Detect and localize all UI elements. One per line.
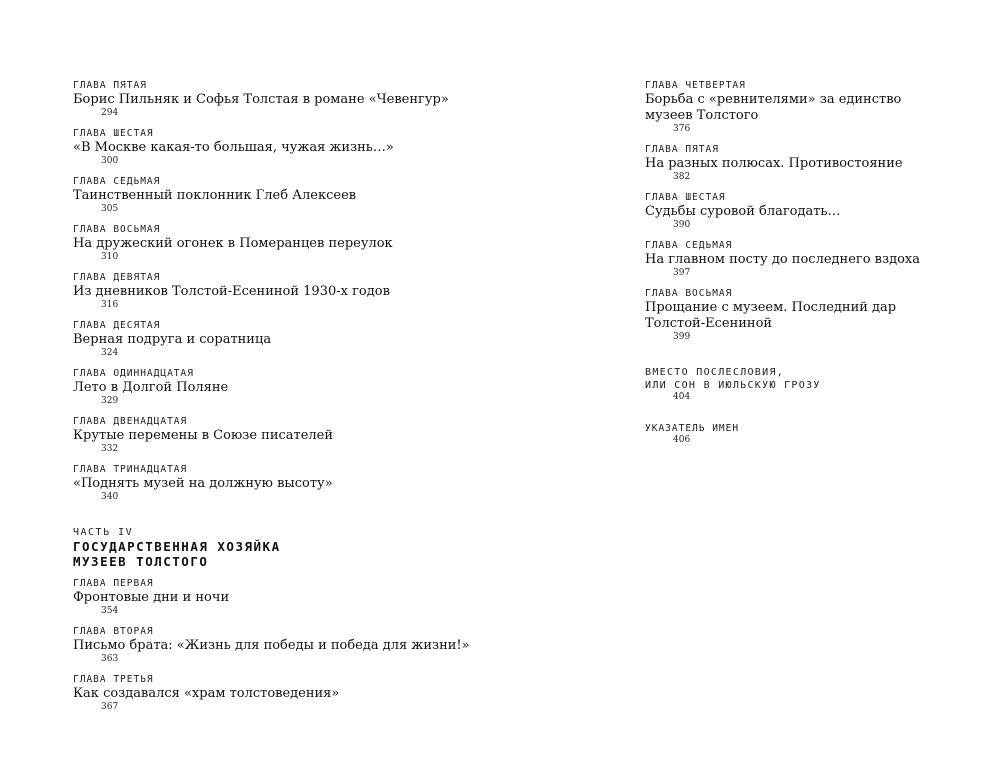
- chapter-title: Крутые перемены в Союзе писателей: [73, 428, 334, 443]
- page-number: 399: [673, 332, 691, 342]
- toc-entry: [73, 416, 493, 455]
- chapter-label: ГЛАВА СЕДЬМАЯ: [73, 176, 161, 187]
- chapter-title: На разных полюсах. Противостояние: [645, 156, 903, 171]
- toc-entry: [73, 674, 493, 713]
- page-number: 316: [101, 300, 119, 310]
- chapter-label: ГЛАВА ПЯТАЯ: [645, 144, 719, 155]
- toc-entry: [645, 240, 945, 279]
- chapter-label: ГЛАВА ПЕРВАЯ: [73, 578, 154, 589]
- toc-entry: [73, 464, 493, 503]
- page-number: 390: [673, 220, 691, 230]
- page-number: 340: [101, 492, 119, 502]
- part-heading: [73, 526, 493, 569]
- chapter-title: Верная подруга и соратница: [73, 332, 272, 347]
- page-number: 332: [101, 444, 119, 454]
- chapter-label: ГЛАВА ВОСЬМАЯ: [73, 224, 161, 235]
- toc-entry: [73, 224, 493, 263]
- toc-entry: [645, 80, 945, 135]
- chapter-label: ГЛАВА ШЕСТАЯ: [645, 192, 726, 203]
- page-number: 305: [101, 204, 119, 214]
- page-number: 363: [101, 654, 119, 664]
- right-page: [645, 80, 945, 455]
- left-page: [73, 80, 493, 722]
- chapter-title: Борис Пильняк и Софья Толстая в романе «Чевенгур»: [73, 92, 449, 107]
- toc-entry: [73, 368, 493, 407]
- chapter-title: Письмо брата: «Жизнь для победы и победа для жизни!»: [73, 638, 470, 653]
- chapter-title: «Поднять музей на должную высоту»: [73, 476, 333, 491]
- toc-entry: [73, 320, 493, 359]
- page-number: 376: [673, 124, 691, 134]
- chapter-label: ГЛАВА ТРИНАДЦАТАЯ: [73, 464, 188, 475]
- page-number: 294: [101, 108, 119, 118]
- page-number: 382: [673, 172, 691, 182]
- chapter-label: ГЛАВА ВОСЬМАЯ: [645, 288, 733, 299]
- toc-entry: [645, 144, 945, 183]
- chapter-label: ГЛАВА ВТОРАЯ: [73, 626, 154, 637]
- page-number: 367: [101, 702, 119, 712]
- chapter-label: ГЛАВА СЕДЬМАЯ: [645, 240, 733, 251]
- toc-entry: [73, 176, 493, 215]
- toc-entry: [73, 272, 493, 311]
- afterword-label-line-2: ИЛИ СОН В ИЮЛЬСКУЮ ГРОЗУ: [645, 380, 821, 391]
- chapter-label: ГЛАВА ЧЕТВЕРТАЯ: [645, 80, 746, 91]
- chapter-title: На дружеский огонек в Померанцев переулок: [73, 236, 393, 251]
- chapter-title: Борьба с «ревнителями» за единство музеев Толстого: [645, 92, 902, 123]
- chapter-label: ГЛАВА ОДИННАДЦАТАЯ: [73, 368, 194, 379]
- part-label: ЧАСТЬ IV: [73, 527, 134, 538]
- chapter-title: Таинственный поклонник Глеб Алексеев: [73, 188, 357, 203]
- chapter-title: «В Москве какая-то большая, чужая жизнь…»: [73, 140, 394, 155]
- chapter-label: ГЛАВА ДЕВЯТАЯ: [73, 272, 161, 283]
- page-number: 329: [101, 396, 119, 406]
- page-number: 354: [101, 606, 119, 616]
- chapter-title: Из дневников Толстой-Есениной 1930-х годов: [73, 284, 390, 299]
- chapter-title: Прощание с музеем. Последний дар Толстой-Есениной: [645, 300, 897, 331]
- chapter-label: ГЛАВА ПЯТАЯ: [73, 80, 147, 91]
- toc-entry: [73, 80, 493, 119]
- page-number: 397: [673, 268, 691, 278]
- afterword-label-line-1: ВМЕСТО ПОСЛЕСЛОВИЯ,: [645, 367, 785, 378]
- chapter-label: ГЛАВА ШЕСТАЯ: [73, 128, 154, 139]
- chapter-label: ГЛАВА ДВЕНАДЦАТАЯ: [73, 416, 188, 427]
- chapter-title: Фронтовые дни и ночи: [73, 590, 230, 605]
- part-title-line-1: ГОСУДАРСТВЕННАЯ ХОЗЯЙКА: [73, 539, 281, 554]
- chapter-label: ГЛАВА ДЕСЯТАЯ: [73, 320, 161, 331]
- toc-entry: [73, 626, 493, 665]
- toc-entry: [645, 192, 945, 231]
- toc-entry: [645, 288, 945, 343]
- page-number: 404: [673, 392, 691, 402]
- afterword-entry: [645, 366, 945, 403]
- chapter-title: Судьбы суровой благодать…: [645, 204, 841, 219]
- toc-entry: [73, 128, 493, 167]
- page-number: 324: [101, 348, 119, 358]
- chapter-label: ГЛАВА ТРЕТЬЯ: [73, 674, 154, 685]
- chapter-title: Как создавался «храм толстоведения»: [73, 686, 340, 701]
- page-number: 300: [101, 156, 119, 166]
- index-entry: [645, 423, 945, 446]
- page-number: 406: [673, 435, 691, 445]
- part-title-line-2: МУЗЕЕВ ТОЛСТОГО: [73, 554, 209, 569]
- chapter-title: На главном посту до последнего вздоха: [645, 252, 920, 267]
- page-number: 310: [101, 252, 119, 262]
- index-label: УКАЗАТЕЛЬ ИМЕН: [645, 423, 740, 434]
- chapter-title: Лето в Долгой Поляне: [73, 380, 229, 395]
- toc-entry: [73, 578, 493, 617]
